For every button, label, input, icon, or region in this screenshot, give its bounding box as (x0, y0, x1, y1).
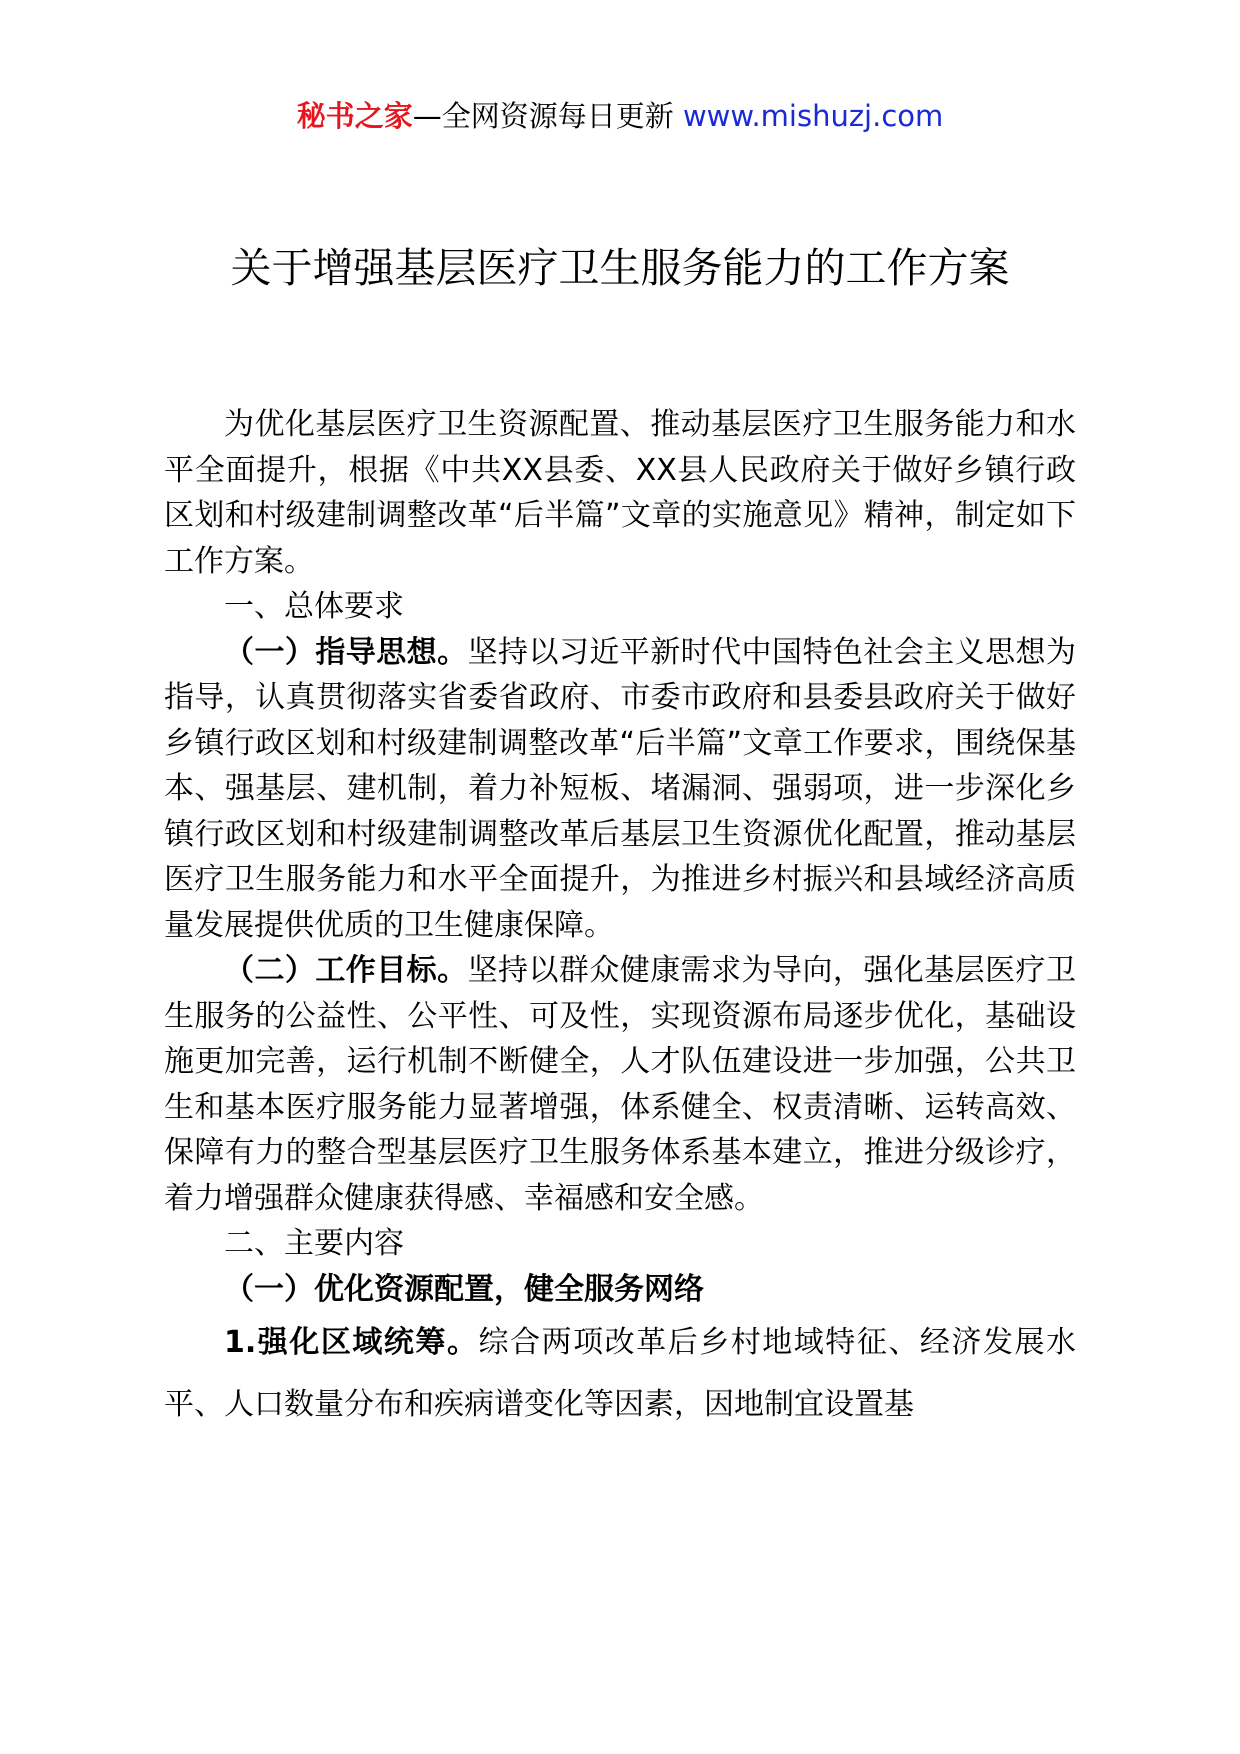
subsection-heading: （一）优化资源配置，健全服务网络 (224, 1271, 704, 1307)
paragraph-lead: 1.强化区域统筹。 (224, 1325, 479, 1360)
section-heading-2: 二、主要内容 (224, 1226, 404, 1261)
brand-name: 秘书之家 (296, 99, 413, 133)
site-url-link[interactable]: www.mishuzj.com (682, 99, 944, 133)
paragraph-lead: （一）指导思想。 (224, 634, 468, 670)
document-body (164, 402, 1076, 1436)
paragraph-lead: （二）工作目标。 (224, 953, 468, 988)
section-heading-1: 一、总体要求 (224, 589, 404, 624)
document-title: 关于增强基层医疗卫生服务能力的工作方案 (230, 244, 1010, 292)
site-header (0, 96, 1240, 136)
item-paragraph (164, 1312, 1076, 1436)
paragraph-text: 综合两项改革后乡村地域特征、经济发展水平、人口数量分布和疾病谱变化等因素，因地制宜设置基 (164, 1325, 1076, 1422)
paragraph-text: 坚持以习近平新时代中国特色社会主义思想为指导，认真贯彻落实省委省政府、市委市政府和县委县政府关于做好乡镇行政区划和村级建制调整改革“后半篇”文章工作要求，围绕保基本、强基层、建机制，着力补短板、堵漏洞、强弱项，进一步深化乡镇行政区划和村级建制调整改革后基层卫生资源优化配置，推动基层医疗卫生服务能力和水平全面提升，为推进乡村振兴和县域经济高质量发展提供优质的卫生健康保障。 (164, 634, 1077, 943)
work-goals-paragraph (164, 948, 1076, 1221)
header-slogan: —全网资源每日更新 (412, 99, 683, 133)
paragraph-text: 坚持以群众健康需求为导向，强化基层医疗卫生服务的公益性、公平性、可及性，实现资源布局逐步优化，基础设施更加完善，运行机制不断健全，人才队伍建设进一步加强，公共卫生和基本医疗服务能力显著增强，体系健全、权责清晰、运转高效、保障有力的整合型基层医疗卫生服务体系基本建立，推进分级诊疗，着力增强群众健康获得感、幸福感和安全感。 (164, 953, 1077, 1216)
guiding-ideology-paragraph (164, 630, 1076, 949)
intro-paragraph: 为优化基层医疗卫生资源配置、推动基层医疗卫生服务能力和水平全面提升，根据《中共XX县委、XX县人民政府关于做好乡镇行政区划和村级建制调整改革“后半篇”文章的实施意见》精神，制定如下工作方案。 (164, 407, 1076, 579)
